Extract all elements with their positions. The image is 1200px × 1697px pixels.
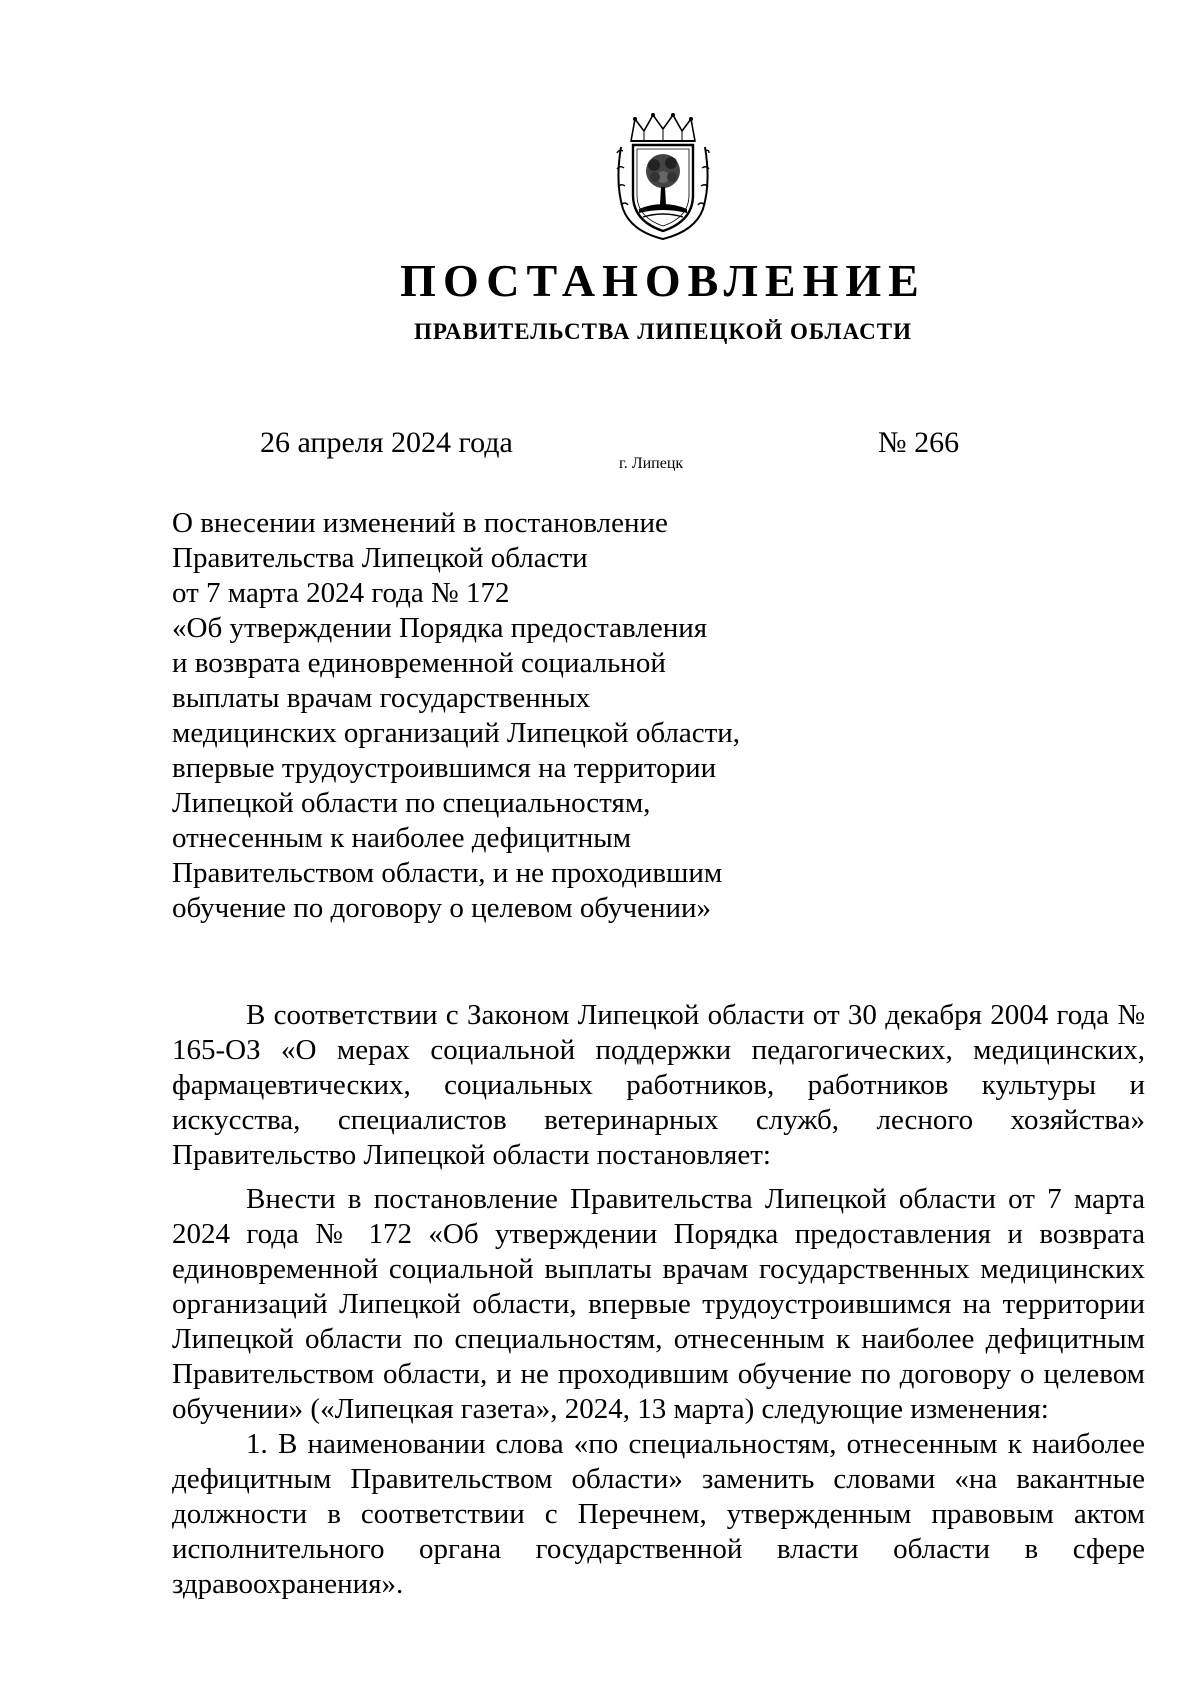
preamble-paragraph: В соответствии с Законом Липецкой области от 30 декабря 2004 года № 165-ОЗ «О мерах социальной поддержки педагогических, медицинских, фармацевтических, социальных работников, работников культуры и искусства, специалистов ветеринарных служб, лесного хозяйства» Правительство Липецкой области постановляет: <box>172 999 1145 1171</box>
subject-line: медицинских организаций Липецкой области, <box>172 717 741 749</box>
subject-line: от 7 марта 2024 года № 172 <box>172 577 510 609</box>
subject-line: Липецкой области по специальностям, <box>172 787 651 819</box>
document-type-title: ПОСТАНОВЛЕНИЕ <box>400 255 926 306</box>
document-number: № 266 <box>878 426 960 459</box>
document-body <box>172 998 1145 1602</box>
issuing-authority: ПРАВИТЕЛЬСТВА ЛИПЕЦКОЙ ОБЛАСТИ <box>414 319 912 344</box>
subject-line: отнесенным к наиболее дефицитным <box>172 822 632 854</box>
subject-line: О внесении изменений в постановление <box>172 507 668 539</box>
resolution-paragraph: Внести в постановление Правительства Липецкой области от 7 марта 2024 года № 172 «Об утверждении Порядка предоставления и возврата единовременной социальной выплаты врачам государственных медицинских организаций Липецкой области, впервые трудоустроившимся на территории Липецкой области по специальностям, отнесенным к наиболее дефицитным Правительством области, и не проходившим обучение по договору о целевом обучении» («Липецкая газета», 2024, 13 марта) следующие изменения: <box>172 1183 1145 1425</box>
subject-line: Правительства Липецкой области <box>172 542 588 574</box>
subject-line: «Об утверждении Порядка предоставления <box>172 612 708 644</box>
document-subject <box>172 506 792 926</box>
subject-line: обучение по договору о целевом обучении» <box>172 892 712 924</box>
item-1-paragraph: 1. В наименовании слова «по специальностям, отнесенным к наиболее дефицитным Правительством области» заменить словами «на вакантные должности в соответствии с Перечнем, утвержденным правовым актом исполнительного органа государственной власти области в сфере здравоохранения». <box>172 1428 1145 1600</box>
document-city: г. Липецк <box>619 455 684 472</box>
subject-line: Правительством области, и не проходившим <box>172 857 723 889</box>
document-date: 26 апреля 2024 года <box>260 426 513 459</box>
subject-line: впервые трудоустроившимся на территории <box>172 752 717 784</box>
subject-line: выплаты врачам государственных <box>172 682 591 714</box>
coat-of-arms-icon <box>613 113 713 243</box>
subject-line: и возврата единовременной социальной <box>172 647 666 679</box>
